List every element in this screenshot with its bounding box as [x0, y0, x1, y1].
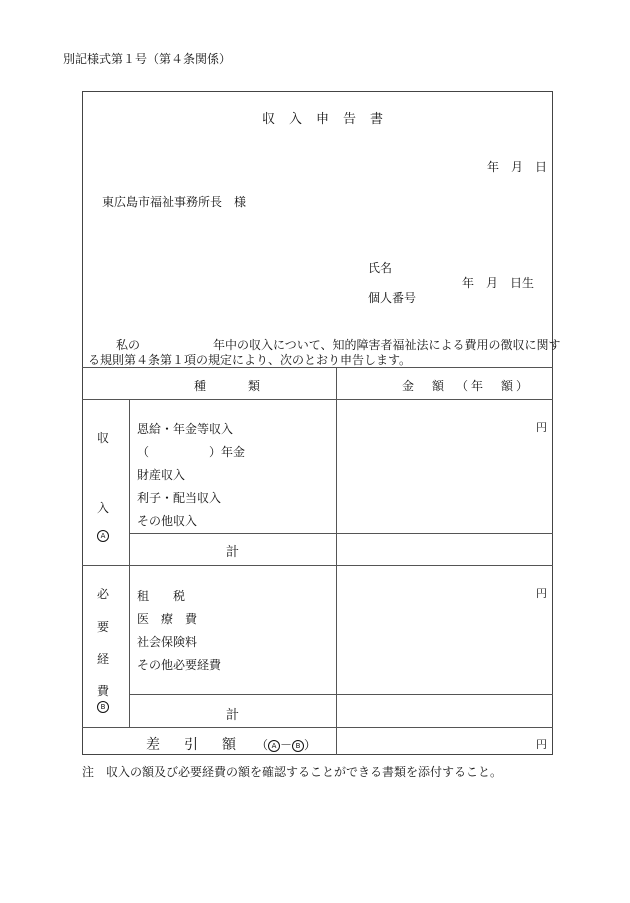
formula-open-paren: （ [256, 738, 269, 752]
expense-subtotal-label: 計 [226, 708, 240, 723]
expense-section-label-3: 経 [97, 652, 110, 666]
formula-mark-b-icon: B [292, 740, 304, 752]
type-column-header: 種 類 [194, 379, 267, 393]
income-section-label-1: 収 [97, 431, 110, 445]
mark-a-icon: A [97, 530, 109, 542]
formula-minus: － [280, 738, 293, 752]
expense-item-other: その他必要経費 [137, 658, 222, 672]
expense-section-border [82, 727, 553, 728]
form-title: 収入申告書 [262, 112, 398, 127]
form-number: 別記様式第１号（第４条関係） [63, 52, 232, 66]
expense-yen-unit: 円 [536, 587, 547, 600]
expense-mark-b [97, 696, 109, 715]
formula-close-paren: ） [304, 738, 317, 752]
header-row-border [82, 399, 553, 400]
amount-column-divider [336, 367, 337, 755]
income-subtotal-label: 計 [226, 545, 240, 560]
table-top-border [82, 367, 553, 368]
expense-section-label-2: 要 [97, 620, 110, 634]
difference-label: 差 引 額 [146, 737, 241, 753]
difference-formula [256, 736, 316, 753]
addressee: 東広島市福祉事務所長 様 [102, 195, 247, 209]
income-item-pension: 恩給・年金等収入 [137, 422, 234, 436]
income-subtotal-border [129, 533, 553, 534]
income-mark-a [97, 525, 109, 544]
expense-item-social-insurance: 社会保険料 [137, 635, 198, 649]
expense-item-tax: 租 税 [137, 589, 186, 603]
declaration-line-1: 年中の収入について、知的障害者福祉法による費用の徴収に関す [213, 338, 561, 352]
declaration-prefix: 私の [116, 338, 141, 352]
mark-b-icon: B [97, 701, 109, 713]
formula-mark-a-icon: A [268, 740, 280, 752]
expense-section-label-1: 必 [97, 587, 110, 601]
footnote: 注 収入の額及び必要経費の額を確認することができる書類を添付すること。 [82, 765, 503, 779]
income-yen-unit: 円 [536, 421, 547, 434]
individual-number-field[interactable]: 個人番号 [368, 291, 417, 305]
expense-item-medical: 医 療 費 [137, 612, 198, 626]
expense-section-label-4: 費 [97, 684, 110, 698]
income-section-label-2: 入 [97, 501, 110, 515]
income-item-other-pension[interactable]: （ ）年金 [137, 445, 246, 459]
expense-subtotal-border [129, 694, 553, 695]
expense-label-divider [129, 565, 130, 727]
income-item-interest: 利子・配当収入 [137, 491, 222, 505]
difference-yen-unit: 円 [536, 738, 547, 751]
date-field[interactable]: 年 月 日 [487, 160, 548, 174]
amount-column-header: 金 額 （年 額） [402, 379, 532, 393]
birthdate-field[interactable]: 年 月 日生 [462, 276, 535, 290]
income-section-border [82, 565, 553, 566]
income-item-other: その他収入 [137, 514, 198, 528]
income-item-property: 財産収入 [137, 468, 186, 482]
declaration-line-2: る規則第４条第１項の規定により、次のとおり申告します。 [88, 353, 412, 367]
name-field[interactable]: 氏名 [368, 261, 393, 275]
income-label-divider [129, 399, 130, 565]
